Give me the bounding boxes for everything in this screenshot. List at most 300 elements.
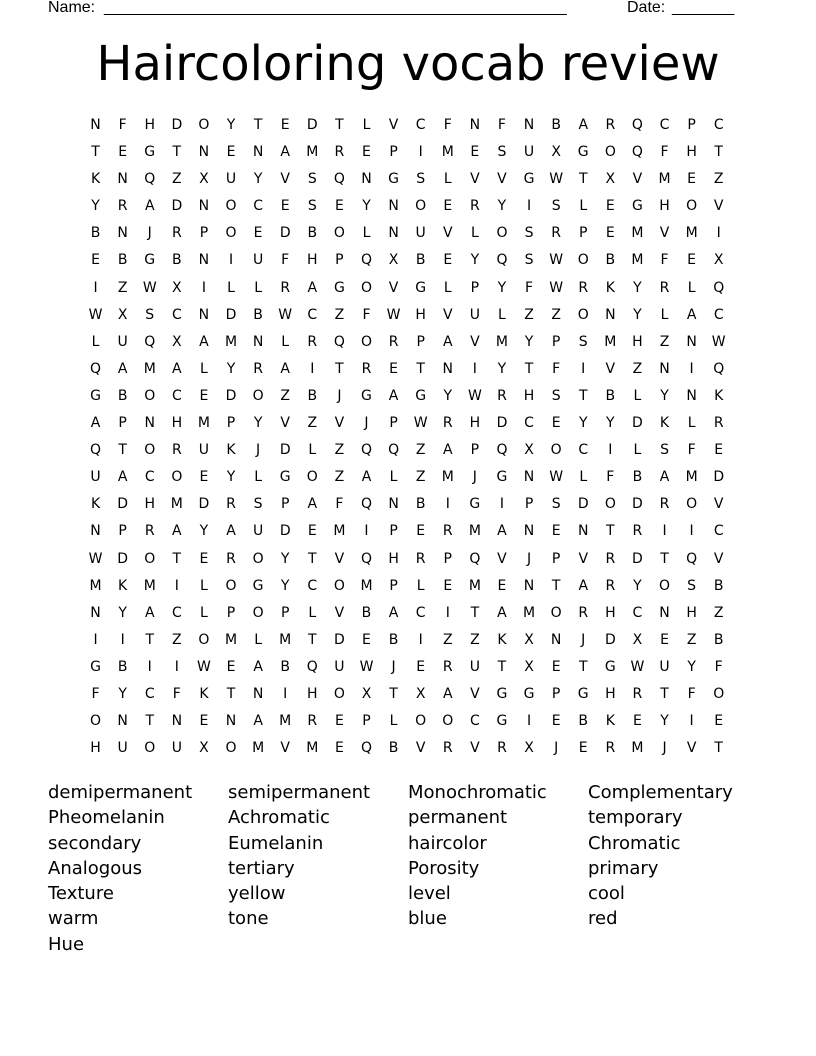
grid-letter: Q bbox=[144, 333, 156, 350]
grid-letter: N bbox=[686, 387, 697, 404]
grid-letter: M bbox=[306, 144, 319, 161]
grid-letter: V bbox=[334, 415, 345, 432]
grid-letter: M bbox=[631, 740, 644, 757]
grid-letter: S bbox=[551, 198, 561, 215]
grid-letter: E bbox=[497, 577, 507, 594]
grid-letter: R bbox=[307, 333, 318, 350]
grid-letter: M bbox=[468, 577, 481, 594]
grid-letter: O bbox=[144, 550, 156, 567]
grid-letter: V bbox=[442, 306, 453, 323]
grid-letter: D bbox=[225, 387, 237, 404]
grid-letter: A bbox=[361, 469, 372, 486]
grid-letter: F bbox=[118, 117, 127, 133]
grid-letter: D bbox=[632, 415, 643, 432]
grid-letter: Y bbox=[253, 171, 263, 188]
grid-letter: R bbox=[469, 198, 480, 215]
grid-letter: B bbox=[605, 252, 616, 269]
grid-letter: F bbox=[497, 117, 506, 133]
grid-letter: Y bbox=[660, 387, 669, 404]
grid-letter: H bbox=[469, 415, 481, 432]
grid-letter: R bbox=[307, 713, 318, 730]
grid-letter: R bbox=[144, 523, 155, 540]
grid-letter: E bbox=[118, 144, 128, 161]
grid-letter: D bbox=[632, 550, 643, 567]
grid-letter: Q bbox=[631, 144, 643, 161]
grid-letter: J bbox=[147, 225, 152, 242]
grid-letter: J bbox=[391, 658, 396, 675]
word-search-grid bbox=[82, 112, 732, 762]
grid-letter: I bbox=[472, 360, 477, 377]
grid-letter: N bbox=[252, 333, 264, 350]
word-bank-item: primary bbox=[588, 857, 659, 879]
grid-letter: N bbox=[442, 360, 453, 377]
grid-letter: E bbox=[551, 658, 561, 675]
grid-letter: L bbox=[470, 225, 479, 242]
grid-letter: B bbox=[90, 225, 101, 242]
grid-letter: I bbox=[526, 713, 532, 730]
grid-letter: K bbox=[226, 442, 236, 459]
grid-letter: N bbox=[550, 631, 562, 648]
grid-letter: L bbox=[254, 631, 263, 648]
grid-letter: P bbox=[579, 225, 588, 242]
grid-letter: R bbox=[117, 198, 128, 215]
grid-letter: N bbox=[388, 198, 399, 215]
grid-letter: P bbox=[118, 523, 127, 540]
grid-letter: N bbox=[171, 713, 183, 730]
grid-letter: D bbox=[279, 523, 291, 540]
grid-letter: M bbox=[631, 225, 644, 242]
grid-letter: U bbox=[659, 658, 670, 675]
grid-letter: E bbox=[199, 550, 209, 567]
grid-letter: Q bbox=[388, 442, 400, 459]
grid-letter: E bbox=[687, 252, 697, 269]
grid-letter: V bbox=[497, 550, 507, 567]
grid-letter: D bbox=[171, 117, 183, 133]
grid-letter: B bbox=[280, 658, 290, 675]
grid-letter: O bbox=[306, 469, 318, 486]
grid-letter: C bbox=[253, 198, 263, 215]
grid-letter: M bbox=[523, 604, 536, 621]
word-bank-item: red bbox=[588, 908, 618, 930]
grid-letter: A bbox=[253, 713, 263, 730]
grid-letter: E bbox=[605, 198, 615, 215]
grid-letter: N bbox=[117, 713, 128, 730]
grid-letter: Q bbox=[144, 171, 156, 188]
word-bank-item: tone bbox=[228, 908, 269, 930]
grid-letter: R bbox=[605, 577, 616, 594]
grid-letter: P bbox=[551, 550, 561, 567]
grid-letter: R bbox=[632, 685, 643, 702]
grid-letter: Z bbox=[686, 631, 697, 648]
grid-letter: P bbox=[416, 333, 425, 350]
grid-letter: H bbox=[307, 252, 318, 269]
grid-letter: Q bbox=[360, 252, 372, 269]
grid-letter: E bbox=[226, 658, 236, 675]
grid-letter: R bbox=[171, 225, 182, 242]
grid-letter: U bbox=[90, 469, 101, 486]
grid-letter: B bbox=[117, 252, 128, 269]
grid-letter: C bbox=[415, 117, 426, 133]
grid-letter: O bbox=[198, 631, 210, 648]
grid-letter: V bbox=[415, 740, 426, 757]
grid-letter: V bbox=[659, 225, 670, 242]
grid-letter: M bbox=[279, 713, 292, 730]
grid-letter: B bbox=[117, 658, 128, 675]
grid-letter: G bbox=[90, 658, 101, 675]
grid-letter: R bbox=[578, 279, 589, 296]
grid-letter: E bbox=[551, 523, 561, 540]
grid-letter: W bbox=[278, 306, 293, 323]
grid-letter: E bbox=[443, 252, 453, 269]
grid-letter: G bbox=[279, 469, 291, 486]
grid-letter: E bbox=[334, 740, 344, 757]
grid-letter: G bbox=[523, 171, 535, 188]
grid-letter: M bbox=[604, 333, 617, 350]
grid-letter: H bbox=[632, 333, 643, 350]
grid-letter: P bbox=[687, 117, 696, 133]
grid-letter: X bbox=[415, 685, 426, 702]
grid-letter: U bbox=[198, 442, 210, 459]
grid-letter: R bbox=[388, 333, 399, 350]
grid-letter: Y bbox=[687, 658, 696, 675]
grid-letter: N bbox=[90, 523, 101, 540]
page-title: Haircoloring vocab review bbox=[96, 36, 720, 92]
grid-letter: M bbox=[197, 415, 210, 432]
word-bank-item: Eumelanin bbox=[228, 832, 324, 854]
grid-letter: A bbox=[280, 144, 290, 161]
grid-letter: Y bbox=[633, 577, 642, 594]
grid-letter: E bbox=[91, 252, 100, 269]
grid-letter: M bbox=[685, 225, 698, 242]
grid-letter: T bbox=[660, 685, 669, 702]
grid-letter: C bbox=[307, 306, 318, 323]
grid-letter: P bbox=[389, 523, 398, 540]
grid-letter: F bbox=[335, 496, 344, 513]
grid-letter: B bbox=[605, 387, 616, 404]
grid-letter: Y bbox=[91, 198, 100, 215]
grid-letter: V bbox=[334, 604, 345, 621]
grid-letter: S bbox=[307, 198, 317, 215]
grid-letter: N bbox=[144, 415, 155, 432]
grid-letter: R bbox=[226, 550, 236, 567]
grid-letter: M bbox=[441, 144, 454, 161]
grid-letter: T bbox=[226, 685, 236, 702]
grid-letter: I bbox=[93, 279, 98, 296]
grid-letter: A bbox=[442, 442, 453, 459]
grid-letter: W bbox=[88, 306, 103, 323]
grid-letter: L bbox=[687, 279, 696, 296]
grid-letter: N bbox=[90, 604, 101, 621]
grid-letter: Q bbox=[631, 117, 643, 133]
grid-letter: D bbox=[604, 631, 616, 648]
grid-letter: E bbox=[226, 144, 236, 161]
grid-letter: Y bbox=[199, 523, 209, 540]
grid-letter: E bbox=[714, 442, 724, 459]
grid-letter: J bbox=[337, 387, 342, 404]
grid-letter: K bbox=[497, 631, 507, 648]
grid-letter: Q bbox=[333, 333, 345, 350]
grid-letter: B bbox=[388, 740, 399, 757]
word-bank-item: yellow bbox=[228, 883, 286, 905]
grid-letter: L bbox=[389, 713, 398, 730]
grid-letter: Y bbox=[497, 360, 507, 377]
grid-letter: F bbox=[172, 685, 181, 702]
grid-letter: G bbox=[144, 144, 156, 161]
grid-letter: K bbox=[90, 496, 101, 513]
grid-letter: O bbox=[225, 577, 237, 594]
grid-letter: B bbox=[415, 252, 426, 269]
grid-letter: X bbox=[199, 171, 209, 188]
grid-letter: Y bbox=[633, 279, 642, 296]
grid-letter: G bbox=[523, 685, 535, 702]
grid-letter: I bbox=[147, 658, 152, 675]
grid-letter: D bbox=[198, 496, 210, 513]
grid-letter: P bbox=[524, 496, 534, 513]
grid-letter: D bbox=[632, 496, 643, 513]
grid-letter: C bbox=[659, 117, 670, 133]
worksheet-header bbox=[48, 0, 748, 19]
grid-letter: V bbox=[280, 415, 290, 432]
grid-letter: B bbox=[361, 604, 372, 621]
grid-letter: X bbox=[524, 740, 534, 757]
grid-letter: Y bbox=[660, 713, 669, 730]
grid-letter: E bbox=[334, 713, 344, 730]
grid-letter: W bbox=[413, 415, 428, 432]
grid-letter: A bbox=[117, 469, 128, 486]
word-bank-item: Chromatic bbox=[588, 832, 681, 854]
grid-letter: J bbox=[364, 415, 369, 432]
grid-letter: V bbox=[470, 171, 480, 188]
grid-letter: K bbox=[90, 171, 101, 188]
grid-letter: E bbox=[470, 144, 480, 161]
grid-letter: M bbox=[441, 469, 454, 486]
grid-letter: O bbox=[360, 333, 372, 350]
grid-letter: T bbox=[551, 577, 561, 594]
grid-letter: B bbox=[713, 577, 724, 594]
grid-letter: Z bbox=[334, 442, 345, 459]
grid-letter: R bbox=[442, 415, 453, 432]
grid-letter: Q bbox=[333, 171, 345, 188]
grid-letter: F bbox=[687, 442, 696, 459]
grid-letter: C bbox=[713, 523, 724, 540]
grid-letter: G bbox=[496, 685, 508, 702]
grid-letter: M bbox=[89, 577, 102, 594]
grid-letter: Y bbox=[443, 387, 453, 404]
grid-letter: S bbox=[660, 442, 669, 459]
grid-letter: U bbox=[523, 144, 535, 161]
grid-letter: L bbox=[200, 360, 208, 377]
grid-letter: T bbox=[578, 171, 588, 188]
grid-letter: P bbox=[470, 442, 480, 459]
grid-letter: W bbox=[359, 658, 374, 675]
grid-letter: I bbox=[201, 279, 206, 296]
grid-letter: Q bbox=[360, 550, 372, 567]
grid-letter: T bbox=[606, 523, 615, 540]
grid-letter: W bbox=[142, 279, 157, 296]
grid-letter: G bbox=[604, 658, 616, 675]
grid-letter: A bbox=[388, 604, 399, 621]
grid-letter: Y bbox=[497, 279, 507, 296]
grid-letter: E bbox=[416, 658, 426, 675]
grid-letter: A bbox=[388, 387, 399, 404]
grid-letter: Q bbox=[713, 279, 725, 296]
grid-letter: Q bbox=[306, 658, 318, 675]
grid-letter: E bbox=[199, 469, 209, 486]
grid-letter: A bbox=[659, 469, 670, 486]
grid-letter: A bbox=[90, 415, 101, 432]
grid-letter: S bbox=[551, 387, 561, 404]
grid-letter: Q bbox=[360, 442, 372, 459]
grid-letter: J bbox=[581, 631, 586, 648]
grid-letter: C bbox=[713, 306, 724, 323]
grid-letter: T bbox=[172, 144, 182, 161]
grid-letter: C bbox=[307, 577, 318, 594]
grid-letter: R bbox=[605, 550, 616, 567]
grid-letter: Y bbox=[118, 685, 127, 702]
grid-letter: Z bbox=[172, 171, 182, 188]
grid-letter: D bbox=[225, 306, 237, 323]
grid-letter: G bbox=[90, 387, 101, 404]
grid-letter: V bbox=[578, 550, 589, 567]
grid-letter: D bbox=[334, 631, 345, 648]
grid-letter: Y bbox=[226, 469, 236, 486]
word-bank-item: haircolor bbox=[408, 832, 487, 854]
grid-letter: M bbox=[224, 333, 238, 350]
grid-letter: W bbox=[711, 333, 726, 350]
grid-letter: V bbox=[280, 171, 290, 188]
grid-letter: I bbox=[716, 225, 721, 242]
grid-letter: O bbox=[686, 496, 698, 513]
grid-letter: Y bbox=[253, 415, 263, 432]
grid-letter: T bbox=[335, 117, 344, 133]
grid-letter: X bbox=[632, 631, 643, 648]
grid-letter: C bbox=[524, 415, 534, 432]
grid-letter: H bbox=[686, 604, 697, 621]
grid-letter: M bbox=[306, 740, 319, 757]
grid-letter: I bbox=[120, 631, 125, 648]
grid-letter: I bbox=[689, 360, 694, 377]
grid-letter: K bbox=[199, 685, 209, 702]
grid-letter: N bbox=[523, 577, 535, 594]
grid-letter: Y bbox=[578, 415, 588, 432]
grid-letter: I bbox=[310, 360, 315, 377]
grid-letter: W bbox=[467, 387, 482, 404]
grid-letter: H bbox=[171, 415, 183, 432]
grid-letter: G bbox=[577, 144, 589, 161]
grid-letter: U bbox=[415, 225, 426, 242]
grid-letter: P bbox=[389, 144, 398, 161]
grid-letter: L bbox=[200, 577, 208, 594]
grid-letter: N bbox=[198, 252, 210, 269]
grid-letter: U bbox=[334, 658, 345, 675]
grid-letter: C bbox=[144, 469, 155, 486]
grid-letter: J bbox=[472, 469, 477, 486]
word-bank-item: cool bbox=[588, 883, 625, 905]
grid-letter: R bbox=[632, 523, 643, 540]
word-bank-item: Monochromatic bbox=[408, 782, 547, 803]
grid-letter: O bbox=[198, 117, 210, 133]
grid-letter: P bbox=[470, 279, 480, 296]
grid-letter: F bbox=[714, 658, 723, 675]
grid-letter: A bbox=[307, 279, 318, 296]
grid-letter: B bbox=[551, 117, 561, 133]
grid-letter: X bbox=[361, 685, 372, 702]
grid-letter: Z bbox=[172, 631, 182, 648]
grid-letter: L bbox=[579, 469, 588, 486]
grid-letter: L bbox=[200, 604, 208, 621]
grid-letter: P bbox=[280, 604, 290, 621]
grid-letter: V bbox=[632, 171, 643, 188]
grid-letter: L bbox=[443, 279, 452, 296]
grid-letter: W bbox=[549, 171, 564, 188]
grid-letter: Y bbox=[470, 252, 480, 269]
grid-letter: Q bbox=[90, 442, 102, 459]
grid-letter: G bbox=[388, 171, 399, 188]
grid-letter: N bbox=[225, 713, 237, 730]
grid-letter: L bbox=[389, 469, 398, 486]
grid-letter: Z bbox=[713, 171, 724, 188]
grid-letter: A bbox=[253, 658, 263, 675]
grid-letter: V bbox=[605, 360, 616, 377]
grid-letter: O bbox=[252, 550, 264, 567]
grid-letter: A bbox=[226, 523, 236, 540]
grid-letter: A bbox=[172, 360, 182, 377]
grid-letter: L bbox=[362, 225, 371, 242]
grid-letter: D bbox=[279, 225, 291, 242]
grid-letter: M bbox=[631, 252, 644, 269]
grid-letter: P bbox=[443, 550, 452, 567]
grid-letter: E bbox=[687, 171, 697, 188]
grid-letter: Z bbox=[470, 631, 480, 648]
grid-letter: T bbox=[497, 658, 507, 675]
grid-letter: M bbox=[224, 631, 238, 648]
grid-letter: R bbox=[442, 658, 453, 675]
grid-letter: S bbox=[145, 306, 155, 323]
grid-letter: V bbox=[470, 333, 480, 350]
grid-letter: P bbox=[335, 252, 344, 269]
grid-letter: I bbox=[445, 604, 450, 621]
grid-letter: U bbox=[171, 740, 182, 757]
grid-letter: G bbox=[496, 713, 508, 730]
grid-letter: R bbox=[497, 740, 507, 757]
grid-letter: N bbox=[388, 496, 399, 513]
grid-letter: N bbox=[659, 604, 670, 621]
grid-letter: Y bbox=[280, 577, 290, 594]
grid-letter: X bbox=[172, 333, 182, 350]
grid-letter: P bbox=[389, 577, 398, 594]
grid-letter: F bbox=[687, 685, 696, 702]
grid-letter: Z bbox=[524, 306, 534, 323]
grid-letter: N bbox=[90, 117, 101, 133]
grid-letter: O bbox=[144, 387, 156, 404]
date-label: Date: bbox=[627, 0, 666, 16]
grid-letter: L bbox=[498, 306, 506, 323]
grid-letter: C bbox=[171, 387, 182, 404]
grid-letter: Y bbox=[524, 333, 534, 350]
grid-letter: D bbox=[577, 496, 589, 513]
grid-letter: G bbox=[577, 685, 589, 702]
grid-letter: E bbox=[307, 523, 317, 540]
grid-letter: R bbox=[659, 496, 670, 513]
grid-letter: V bbox=[470, 740, 480, 757]
grid-letter: Q bbox=[496, 442, 508, 459]
grid-letter: V bbox=[470, 685, 480, 702]
grid-letter: A bbox=[578, 577, 589, 594]
grid-letter: H bbox=[686, 144, 697, 161]
grid-letter: C bbox=[469, 713, 480, 730]
grid-letter: H bbox=[307, 685, 318, 702]
grid-letter: Z bbox=[334, 469, 345, 486]
